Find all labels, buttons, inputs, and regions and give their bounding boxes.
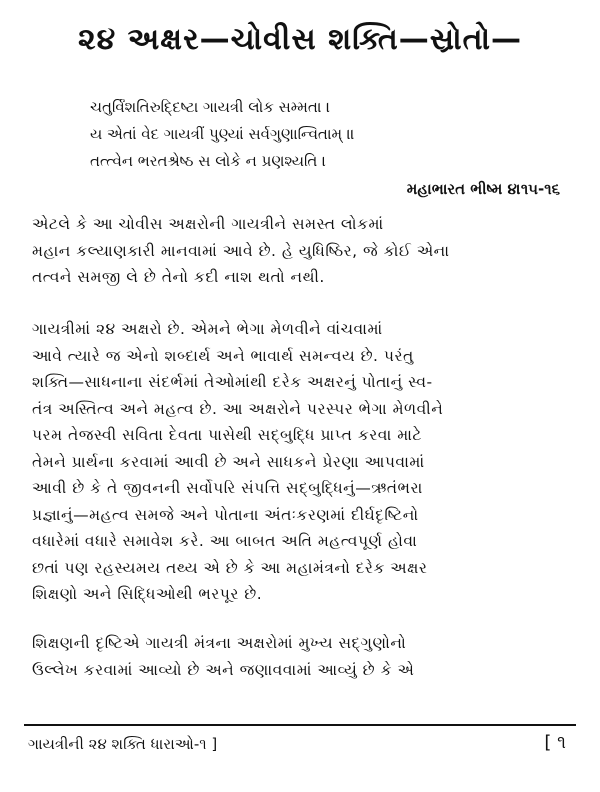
- paragraph-line: ગાયત્રીમાં ૨૪ અક્ષરો છે. એમને ભેગા મેળવીને વાંચવામાં: [32, 320, 383, 338]
- paragraph-line: આવી છે કે તે જીવનની સર્વોપરિ સંપત્તિ સદ્બુદ્ધિનું—ઋતંભરા: [32, 479, 423, 497]
- paragraph-line: તંત્ર અસ્તિત્વ અને મહત્વ છે. આ અક્ષરોને પરસ્પર ભેગા મેળવીને: [32, 399, 444, 418]
- paragraph-line: એટલે કે આ ચોવીસ અક્ષરોની ગાયત્રીને સમસ્ત લોકમાં: [32, 215, 384, 233]
- paragraph-line: તેમને પ્રાર્થના કરવામાં આવી છે અને સાધકને પ્રેરણા આપવામાં: [32, 452, 425, 471]
- page-title: ૨૪ અક્ષર—ચોવીસ શક્તિ—સ્રોતો—: [78, 22, 522, 57]
- paragraph-line: ઉલ્લેખ કરવામાં આવ્યો છે અને જણાવવામાં આવ્યું છે કે એ: [32, 660, 415, 679]
- paragraph-line: છતાં પણ રહસ્યમય તથ્ય એ છે કે આ મહામંત્રનો દરેક અક્ષર: [32, 558, 428, 577]
- verse-source: મહાભારત ભીષ્મ ૪।૧૫-૧૬: [406, 180, 560, 198]
- paragraph-line: શક્તિ—સાધનાના સંદર્ભમાં તેઓમાંથી દરેક અક્ષરનું પોતાનું સ્વ-: [32, 373, 433, 391]
- verse-line-1: ચતુર્વિંશતિરુદ્દિષ્ટા ગાયત્રી લોક સમ્મતા ।: [90, 98, 331, 116]
- paragraph-3: [32, 630, 572, 683]
- footer-divider: [24, 724, 576, 726]
- paragraph-line: તત્વને સમજી લે છે તેનો કદી નાશ થતો નથી.: [32, 268, 325, 286]
- paragraph-line: મહાન કલ્યાણકારી માનવામાં આવે છે. હે યુધિષ્ઠિર, જે કોઈ એના: [32, 241, 450, 260]
- paragraph-line: શિક્ષણો અને સિદ્ધિઓથી ભરપૂર છે.: [32, 585, 263, 603]
- paragraph-line: શિક્ષણની દૃષ્ટિએ ગાયત્રી મંત્રના અક્ષરોમાં મુખ્ય સદ્ગુણોનો: [32, 634, 407, 652]
- paragraph-line: પ્રજ્ઞાનું—મહત્વ સમજે અને પોતાના અંતઃકરણમાં દીર્ઘદૃષ્ટિનો: [32, 505, 419, 524]
- paragraph-1: [32, 211, 572, 291]
- sanskrit-verse: [90, 94, 550, 175]
- verse-line-3: તત્ત્વેન ભરતશ્રેષ્ઠ સ લોકે ન પ્રણશ્યતિ ।: [90, 152, 327, 170]
- verse-line-2: ય એતાં વેદ ગાયત્રીં પુણ્યાં સર્વગુણાન્વિતામ્ ॥: [90, 125, 355, 143]
- paragraph-line: પરમ તેજસ્વી સવિતા દેવતા પાસેથી સદ્બુદ્ધિ પ્રાપ્ત કરવા માટે: [32, 426, 422, 444]
- footer-book-title: ગાયત્રીની ૨૪ શક્તિ ધારાઓ-૧ ]: [28, 735, 218, 753]
- paragraph-2: [32, 316, 572, 608]
- paragraph-line: વધારેમાં વધારે સમાવેશ કરે. આ બાબત અતિ મહત્વપૂર્ણ હોવા: [32, 532, 418, 550]
- paragraph-line: આવે ત્યારે જ એનો શબ્દાર્થ અને ભાવાર્થ સમન્વય છે. પરંતુ: [32, 346, 414, 365]
- page-number: [ ૧: [544, 732, 566, 753]
